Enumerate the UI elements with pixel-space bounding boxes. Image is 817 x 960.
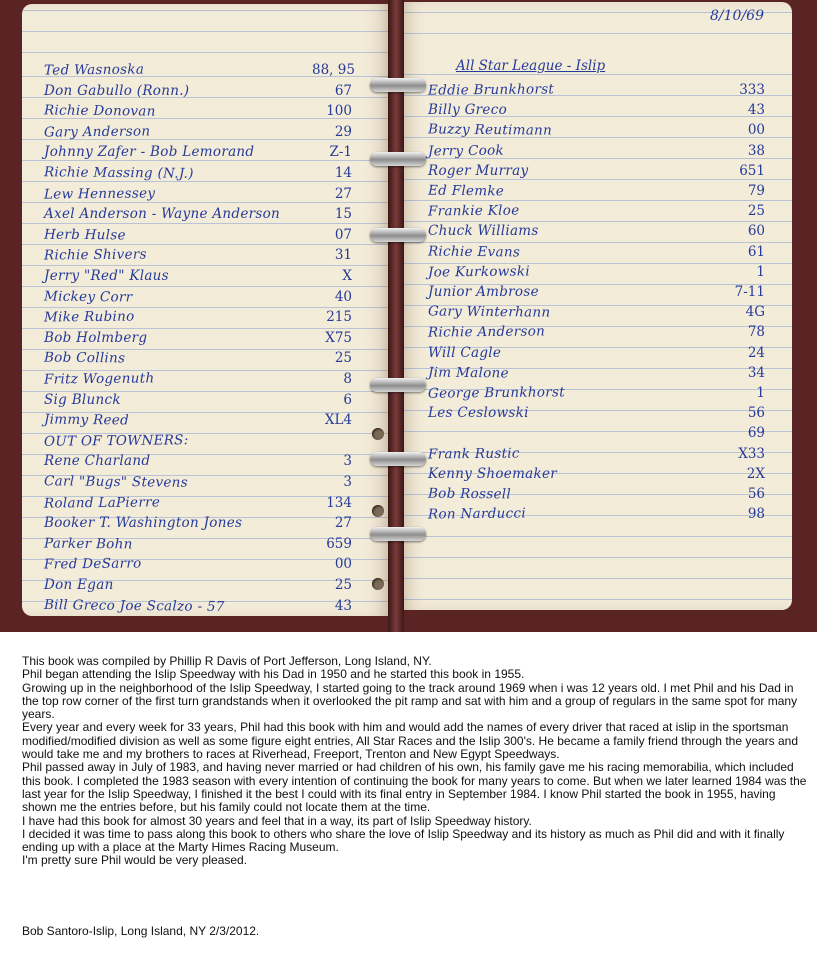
driver-name: Roland LaPierre [43, 493, 161, 512]
driver-name: Jim Malone [427, 364, 509, 382]
car-number: 56 [747, 405, 765, 422]
driver-name: Frankie Kloe [427, 202, 520, 220]
driver-name: Don Gabullo (Ronn.) [44, 82, 190, 99]
car-number: Z-1 [329, 144, 352, 161]
car-number: 100 [326, 103, 352, 120]
car-number: 56 [747, 486, 765, 502]
car-number: 00 [334, 556, 352, 573]
car-number: 651 [739, 162, 765, 179]
car-number: 1 [756, 385, 765, 401]
driver-name: Richie Shivers [43, 246, 147, 264]
caption-text [22, 655, 812, 868]
driver-name: Mike Rubino [43, 308, 135, 326]
driver-name: Buzzy Reutimann [427, 121, 553, 140]
car-number: 7-11 [734, 284, 765, 300]
car-number: 88, 95 [312, 62, 355, 78]
binder-hole [372, 505, 384, 517]
car-number: 34 [747, 364, 765, 381]
driver-name: Don Egan [44, 577, 114, 593]
driver-name: Joe Kurkowski [427, 263, 531, 281]
car-number: 8 [343, 371, 352, 387]
car-number: 40 [334, 288, 352, 305]
driver-name: Herb Hulse [43, 226, 126, 244]
driver-name: Richie Anderson [427, 323, 546, 342]
driver-name: Bill Greco Joe Scalzo - 57 [43, 596, 225, 615]
car-number: X [342, 268, 352, 284]
driver-name: Frank Rustic [427, 445, 520, 463]
car-number: 43 [747, 102, 765, 119]
driver-name: Richie Evans [427, 243, 521, 261]
driver-name: George Brunkhorst [427, 384, 566, 402]
driver-name: Eddie Brunkhorst [427, 81, 555, 99]
car-number: 27 [334, 185, 352, 202]
caption-paragraph: I decided it was time to pass along this book to others who share the love of Islip Speedway and its history as much as Phil did and with it finally ending up with a place at the Marty Himes Racing Museum. [22, 826, 785, 855]
driver-name: Bob Holmberg [44, 329, 148, 346]
binder-ring [370, 78, 426, 92]
driver-name: Johnny Zafer - Bob Lemorand [44, 144, 255, 161]
driver-name: Jerry "Red" Klaus [44, 268, 169, 284]
car-number: 27 [334, 515, 352, 532]
driver-name: OUT OF TOWNERS: [43, 432, 189, 450]
car-number: 25 [747, 203, 765, 220]
driver-name: Bob Rossell [427, 485, 512, 503]
driver-name: Lew Hennessey [43, 185, 156, 203]
caption-paragraph: I'm pretty sure Phil would be very pleased. [22, 853, 248, 868]
driver-name: Gary Winterhann [427, 303, 551, 321]
car-number: 3 [343, 474, 352, 490]
driver-name: Gary Anderson [43, 123, 151, 141]
car-number: 60 [747, 223, 765, 240]
driver-name: Billy Greco [428, 102, 508, 119]
car-number: 15 [334, 206, 352, 223]
car-number: 43 [334, 597, 352, 614]
driver-name: Axel Anderson - Wayne Anderson [44, 206, 281, 223]
car-number: 78 [747, 324, 765, 341]
driver-name: Carl "Bugs" Stevens [43, 473, 189, 491]
caption-paragraph: Phil began attending the Islip Speedway with his Dad in 1950 and he started this book in 1955. [22, 667, 525, 682]
driver-name: Fred DeSarro [43, 555, 142, 573]
car-number: 61 [747, 243, 765, 260]
caption-paragraph: I have had this book for almost 30 years and feel that in a way, its part of Islip Speedway history. [22, 813, 532, 828]
binder-ring [370, 152, 426, 166]
car-number: 00 [747, 122, 765, 139]
car-number: X33 [738, 445, 765, 462]
car-number: 215 [326, 309, 352, 326]
driver-name: Ron Narducci [427, 505, 527, 523]
driver-name: Jimmy Reed [43, 411, 130, 429]
binder-ring [370, 378, 426, 392]
driver-name: Will Cagle [428, 344, 502, 361]
car-number: XL4 [324, 412, 352, 429]
caption-signature: Bob Santoro-Islip, Long Island, NY 2/3/2012. [22, 924, 260, 938]
driver-name: Richie Massing (N.J.) [43, 164, 194, 182]
driver-name: Booker T. Washington Jones [44, 515, 243, 532]
car-number: 3 [343, 453, 352, 470]
car-number: 134 [326, 494, 352, 511]
driver-name: Roger Murray [428, 162, 529, 179]
driver-name: Ted Wasnoska [43, 61, 145, 79]
driver-name: Kenny Shoemaker [428, 465, 558, 482]
car-number: 67 [334, 82, 352, 99]
driver-name: Jerry Cook [427, 142, 505, 159]
driver-name: Junior Ambrose [428, 284, 539, 300]
car-number: 333 [739, 82, 765, 98]
car-number: 4G [745, 304, 765, 321]
binder-hole [372, 578, 384, 590]
notebook-date: 8/10/69 [710, 8, 764, 24]
car-number: 2X [746, 465, 765, 482]
driver-name: Parker Bohn [43, 535, 133, 553]
car-number: 14 [334, 165, 352, 181]
car-number: 98 [747, 506, 765, 523]
caption-paragraph: This book was compiled by Phillip R Davis of Port Jefferson, Long Island, NY. [22, 654, 432, 668]
car-number: 69 [747, 425, 765, 442]
car-number: X75 [325, 329, 352, 346]
driver-name: Rene Charland [44, 453, 151, 470]
binder-ring [370, 527, 426, 541]
right-page-title: All Star League - Islip [456, 58, 606, 74]
car-number: 6 [343, 391, 352, 408]
driver-name: Bob Collins [43, 349, 126, 367]
car-number: 25 [334, 350, 352, 367]
car-number: 29 [334, 123, 352, 140]
driver-name: Les Ceslowski [428, 405, 529, 422]
driver-name: Ed Flemke [427, 182, 505, 200]
driver-name: Sig Blunck [44, 391, 121, 408]
car-number: 1 [756, 263, 765, 280]
binder-ring [370, 452, 426, 466]
caption-paragraph: Phil passed away in July of 1983, and having never married or had children of his own, his family gave me his racing memorabilia, which included this book. I completed the 1983 season with every intention of continuing the book for many years to come. But when we later learned 1984 was the last year for the Islip Speedway, I finished it the best I could with its final entry in September 1984. I know Phil started the book in 1955, having shown me the entries before, but his family could not locate them at the time. [22, 760, 807, 815]
driver-name: Richie Donovan [43, 102, 156, 120]
driver-name: Chuck Williams [428, 223, 539, 240]
car-number: 79 [747, 183, 765, 199]
car-number: 31 [334, 247, 352, 264]
car-number: 07 [334, 226, 352, 243]
binder-ring [370, 228, 426, 242]
driver-name: Fritz Wogenuth [43, 370, 155, 388]
caption-paragraph: Growing up in the neighborhood of the Islip Speedway, I started going to the track around 1969 when i was 12 years old. I met Phil and his Dad in the top row corner of the first turn grandstands when it overlooked the pit ramp and sat with him and a group of regulars in the same spot for many years. [22, 680, 798, 722]
caption-paragraph: Every year and every week for 33 years, Phil had this book with him and would add the names of every driver that raced at islip in the sportsman modified/modified division as well as some figure eight entries, All Star Races and the Islip 300's. He became a family friend through the years and would take me and my brothers to races at Riverhead, Freeport, Trenton and New Egypt Speedways. [22, 720, 799, 762]
driver-name: Mickey Corr [43, 288, 133, 306]
car-number: 24 [747, 344, 765, 361]
binder-hole [372, 428, 384, 440]
car-number: 659 [326, 535, 352, 552]
car-number: 25 [334, 577, 352, 593]
car-number: 38 [747, 142, 765, 159]
